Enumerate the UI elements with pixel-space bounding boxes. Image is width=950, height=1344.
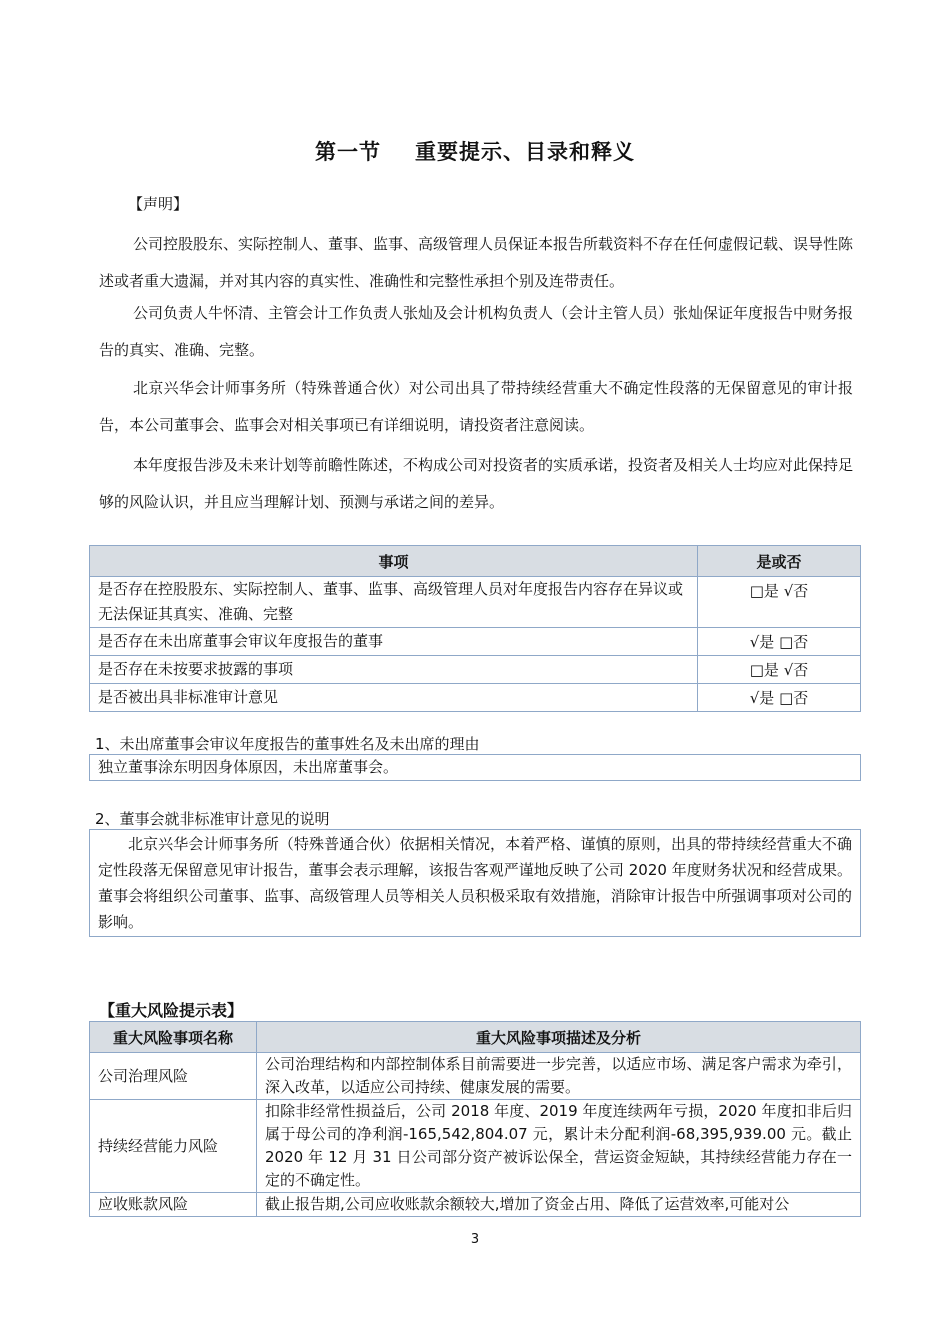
table-row (90, 1193, 861, 1217)
table-header-row (90, 1022, 861, 1053)
matter-item: 是否存在未按要求披露的事项 (90, 656, 698, 684)
risk-name: 应收账款风险 (90, 1193, 257, 1217)
audit-opinion-label: 2、董事会就非标准审计意见的说明 (95, 810, 330, 828)
page-title (0, 136, 950, 166)
table-row (90, 628, 861, 656)
risk-name: 持续经营能力风险 (90, 1100, 257, 1193)
audit-opinion-box: 北京兴华会计师事务所（特殊普通合伙）依据相关情况，本着严格、谨慎的原则，出具的带持续经营重大不确定性段落无保留意见审计报告，董事会表示理解，该报告客观严谨地反映了公司 2020 年度财务状况和经营成果。董事会将组织公司董事、监事、高级管理人员等相关人员积极采取有效措施，消除审计报告中所强调事项对公司的影响。 (89, 829, 861, 937)
table-row (90, 1053, 861, 1100)
column-header: 重大风险事项名称 (90, 1022, 257, 1053)
matter-item: 是否存在控股股东、实际控制人、董事、监事、高级管理人员对年度报告内容存在异议或无法保证其真实、准确、完整 (90, 577, 698, 628)
matter-answer: √是 □否 (698, 628, 861, 656)
column-header: 重大风险事项描述及分析 (257, 1022, 861, 1053)
table-header-row (90, 546, 861, 577)
declaration-paragraph: 北京兴华会计师事务所（特殊普通合伙）对公司出具了带持续经营重大不确定性段落的无保留意见的审计报告，本公司董事会、监事会对相关事项已有详细说明，请投资者注意阅读。 (99, 379, 853, 434)
column-header: 事项 (90, 546, 698, 577)
absent-directors-box: 独立董事涂东明因身体原因，未出席董事会。 (89, 754, 861, 781)
absent-directors-label: 1、未出席董事会审议年度报告的董事姓名及未出席的理由 (95, 735, 480, 753)
declaration-label: 【声明】 (128, 195, 189, 213)
risk-table (89, 1021, 861, 1217)
matter-item: 是否被出具非标准审计意见 (90, 684, 698, 712)
matters-table (89, 545, 861, 712)
table-row (90, 684, 861, 712)
column-header: 是或否 (698, 546, 861, 577)
matter-item: 是否存在未出席董事会审议年度报告的董事 (90, 628, 698, 656)
matter-answer: □是 √否 (698, 656, 861, 684)
table-row (90, 577, 861, 628)
risk-description: 截止报告期,公司应收账款余额较大,增加了资金占用、降低了运营效率,可能对公 (257, 1193, 861, 1217)
matter-answer: □是 √否 (698, 577, 861, 628)
risk-description: 公司治理结构和内部控制体系目前需要进一步完善，以适应市场、满足客户需求为牵引，深入改革，以适应公司持续、健康发展的需要。 (257, 1053, 861, 1100)
risk-table-label: 【重大风险提示表】 (99, 1001, 244, 1020)
risk-name: 公司治理风险 (90, 1053, 257, 1100)
table-row (90, 656, 861, 684)
matter-answer: √是 □否 (698, 684, 861, 712)
declaration-paragraph: 本年度报告涉及未来计划等前瞻性陈述，不构成公司对投资者的实质承诺，投资者及相关人士均应对此保持足够的风险认识，并且应当理解计划、预测与承诺之间的差异。 (99, 456, 854, 511)
declaration-paragraph: 公司负责人牛怀清、主管会计工作负责人张灿及会计机构负责人（会计主管人员）张灿保证年度报告中财务报告的真实、准确、完整。 (99, 304, 854, 359)
page-number: 3 (470, 1232, 480, 1247)
declaration-paragraph: 公司控股股东、实际控制人、董事、监事、高级管理人员保证本报告所载资料不存在任何虚假记载、误导性陈述或者重大遗漏，并对其内容的真实性、准确性和完整性承担个别及连带责任。 (99, 235, 854, 290)
risk-description: 扣除非经常性损益后，公司 2018 年度、2019 年度连续两年亏损，2020 年度扣非后归属于母公司的净利润-165,542,804.07 元，累计未分配利润-68,395,939.00 元。截止 2020 年 12 月 31 日公司部分资产被诉讼保全，营运资金短缺，其持续经营能力存在一定的不确定性。 (257, 1100, 861, 1193)
table-row (90, 1100, 861, 1193)
section-number: 第一节 (315, 140, 381, 164)
section-title: 重要提示、目录和释义 (415, 140, 635, 164)
